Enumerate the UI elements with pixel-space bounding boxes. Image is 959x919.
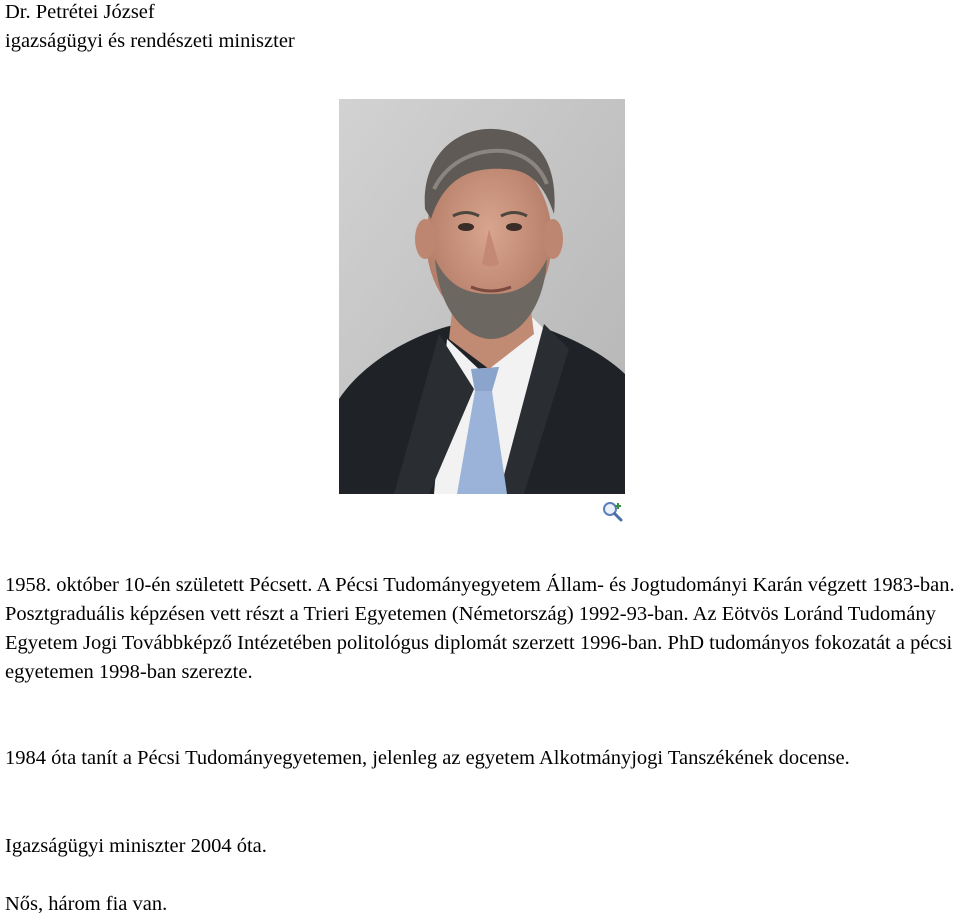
paragraph-family: Nős, három fia van. bbox=[5, 893, 168, 915]
portrait-photo bbox=[339, 99, 625, 494]
magnifier-plus-icon[interactable] bbox=[601, 500, 625, 524]
page-header bbox=[5, 0, 295, 56]
portrait-illustration bbox=[339, 99, 625, 494]
person-title: igazságügyi és rendészeti miniszter bbox=[5, 30, 295, 52]
paragraph-education: 1958. október 10-én született Pécsett. A Pécsi Tudományegyetem Állam- és Jogtudományi Karán végzett 1983-ban. Posztgraduális képzésen vett részt a Trieri Egyetemen (Németország) 1992-93-ban. Az Eötvös Loránd Tudomány Egyetem Jogi Továbbképző Intézetében politológus diplomát szerzett 1996-ban. PhD tudományos fokozatát a pécsi egyetemen 1998-ban szerezte. bbox=[5, 574, 955, 683]
person-name: Dr. Petrétei József bbox=[5, 1, 155, 23]
paragraph-minister: Igazságügyi miniszter 2004 óta. bbox=[5, 835, 267, 857]
paragraph-teaching: 1984 óta tanít a Pécsi Tudományegyetemen, jelenleg az egyetem Alkotmányjogi Tanszékének docense. bbox=[5, 747, 850, 769]
